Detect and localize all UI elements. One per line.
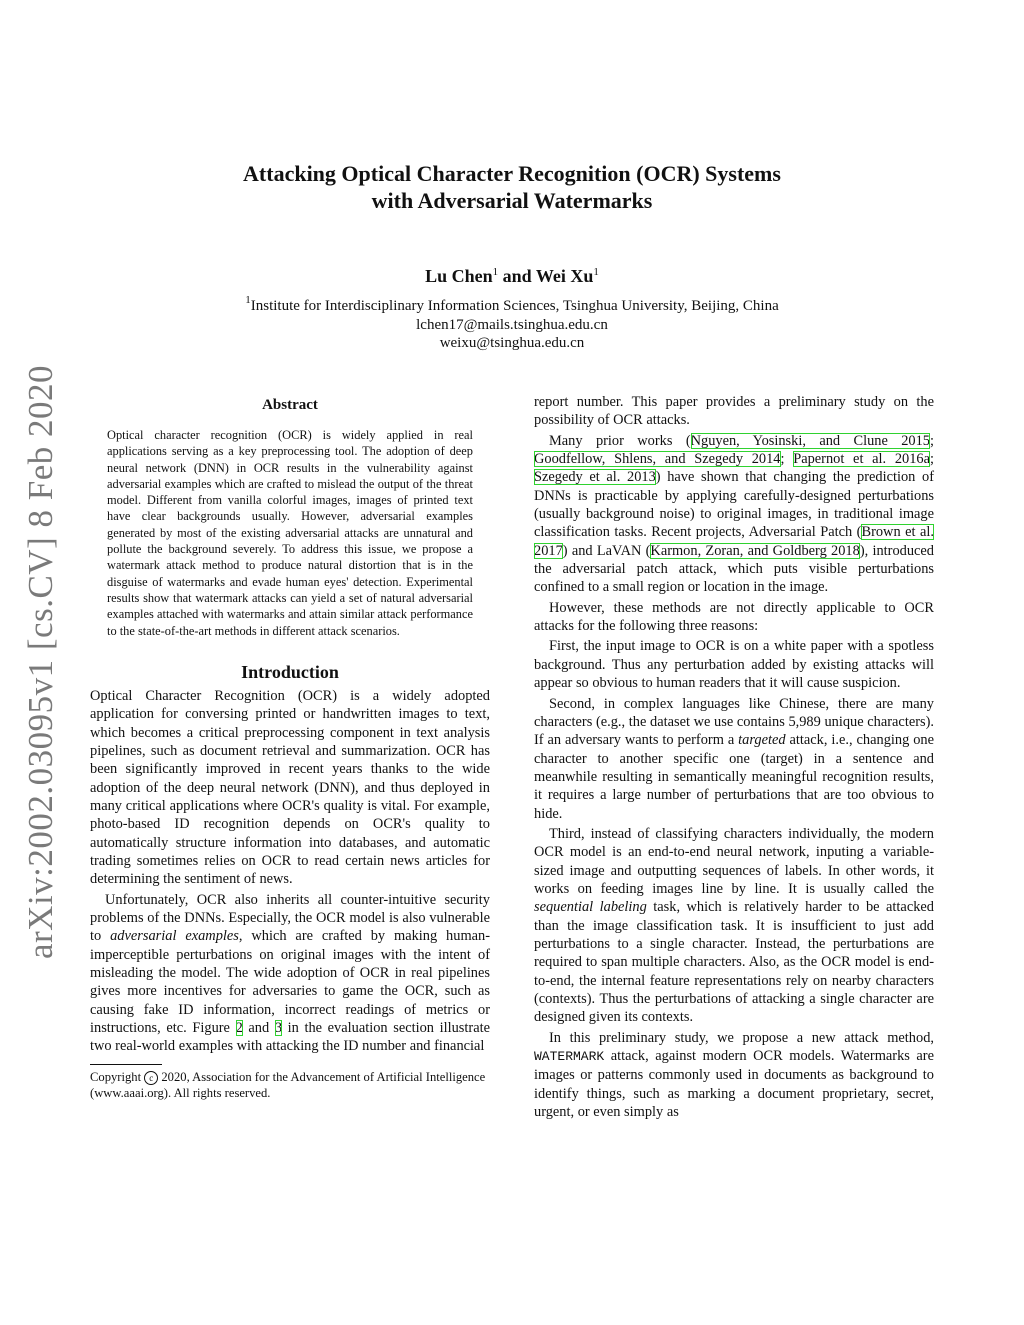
paper-header xyxy=(90,160,934,353)
title-line-2: with Adversarial Watermarks xyxy=(371,188,653,213)
text-run: task, which is relatively harder to be attacked than the image classification task. It is insufficient to just add perturbations to a single character. Instead, the perturbations are required to span multiple characters. Also, as the OCR model is end-to-end, the internal feature representations rely on nearby characters (contexts). Thus the perturbations of attacking a single character are designed given its contexts. xyxy=(534,899,934,1026)
arxiv-identifier-stamp xyxy=(20,364,62,959)
copyright-footnote xyxy=(90,1069,490,1101)
title-line-1: Attacking Optical Character Recognition (OCR) Systems xyxy=(243,161,781,186)
text-run: ; xyxy=(930,451,934,468)
text-run: Copyright xyxy=(90,1069,145,1084)
figure-reference-link[interactable]: 2 xyxy=(235,1020,243,1037)
figure-reference-link[interactable]: 3 xyxy=(274,1020,283,1037)
text-run: 2020, Association for the Advancement of Artificial Intelligence (www.aaai.org). All rights reserved. xyxy=(90,1069,486,1100)
citation-link[interactable]: Goodfellow, Shlens, and Szegedy 2014 xyxy=(534,451,781,468)
body-paragraph xyxy=(534,1029,934,1122)
author-list xyxy=(90,261,934,287)
author-name: Lu Chen xyxy=(425,266,493,286)
right-column xyxy=(534,393,934,1121)
text-run: in the evaluation section illustrate two real-world examples with attacking the ID number and financial xyxy=(90,1020,490,1055)
text-run: Second, in complex languages like Chinese, there are many characters (e.g., the dataset we use contains 5,989 unique characters). If an adversary wants to perform a xyxy=(534,695,934,749)
text-run: ) and LaVAN ( xyxy=(562,542,651,559)
body-paragraph xyxy=(534,432,934,597)
intro-paragraph: Optical Character Recognition (OCR) is a widely adopted application for conversing printed or handwritten images to text, which becomes a critical preprocessing component in text analysis pipelines, such as document retrieval and summarization. OCR has been significantly improved in recent years thanks to the wide adoption of the deep neural network (DNN), and thus deployed in many critical applications where OCR's quality is vital. For example, photo-based ID recognition depends on OCR's quality to automatically structure information into databases, and automatic trading sometimes relies on OCR to read certain news articles for determining the sentiment of news. xyxy=(90,687,490,888)
paper-title xyxy=(90,160,934,214)
text-run: and xyxy=(242,1020,275,1037)
body-paragraph: report number. This paper provides a preliminary study on the possibility of OCR attacks. xyxy=(534,394,934,429)
citation-link[interactable]: Papernot et al. 2016a xyxy=(793,451,930,468)
text-run: Third, instead of classifying characters individually, the modern OCR model is an end-to-end neural network, inputing a variable-sized image and outputting sequences of labels. In other words, it works on feeding images line by line. It is usually called the xyxy=(534,825,934,897)
citation-link[interactable]: Szegedy et al. 2013 xyxy=(534,469,656,486)
emphasis-text: targeted xyxy=(738,732,786,749)
text-run: ) have shown that changing the prediction of DNNs is practicable by applying carefully-designed perturbations (usually background noise) to original images, in traditional image classification tasks. Recent projects, Adversarial Patch ( xyxy=(534,469,934,541)
text-run: , which are crafted by making human-imperceptible perturbations on original images with the intent of misleading the model. The wide adoption of OCR in real pipelines gives more incentives for adversaries to game the OCR, such as causing fake ID information, incorrect readings of metrics or instructions, etc. Figure xyxy=(90,928,491,1037)
text-run: Unfortunately, OCR also inherits all counter-intuitive security problems of the DNNs. Especially, the OCR model is also vulnerable to xyxy=(90,891,490,945)
text-run: Many prior works ( xyxy=(549,432,691,449)
section-heading-introduction: Introduction xyxy=(241,661,339,682)
affiliation-line xyxy=(90,291,934,316)
affiliation-marker: 1 xyxy=(593,266,599,278)
text-run: ), introduced the adversarial patch attack, which puts visible perturbations confined to a small region or location in the image. xyxy=(534,542,934,596)
affiliation-block xyxy=(90,291,934,353)
body-paragraph xyxy=(534,695,934,823)
text-run: ; xyxy=(780,451,794,468)
copyright-icon: c xyxy=(144,1071,158,1085)
citation-link[interactable]: Nguyen, Yosinski, and Clune 2015 xyxy=(690,432,930,449)
body-paragraph xyxy=(534,825,934,1027)
abstract-body: Optical character recognition (OCR) is widely applied in real applications serving as a key preprocessing tool. The adoption of deep neural network (DNN) in OCR results in the vulnerability against adversarial examples which are crafted to mislead the output of the threat model. Different from vanilla colorful images, images of printed text have clear backgrounds usually. However, adversarial examples generated by most of the existing adversarial attacks are unnatural and pollute the background severely. To address this issue, we propose a watermark attack method to produce natural distortion that is in the disguise of watermarks and evade human eyes' detection. Experimental results show that watermark attacks can yield a set of natural adversarial examples attached with watermarks and attain similar attack performance to the state-of-the-art methods in different attack scenarios. xyxy=(107,428,473,638)
email-address: weixu@tsinghua.edu.cn xyxy=(439,335,585,351)
text-run: ; xyxy=(930,432,934,449)
abstract-heading: Abstract xyxy=(262,397,318,413)
emphasis-text: adversarial examples xyxy=(110,928,239,945)
affiliation-marker: 1 xyxy=(245,294,251,306)
citation-link[interactable]: Brown et al. 2017 xyxy=(534,524,934,559)
body-paragraph: However, these methods are not directly applicable to OCR attacks for the following three reasons: xyxy=(534,599,934,635)
author-conjunction: and xyxy=(498,266,536,286)
affiliation-text: Institute for Interdisciplinary Information Sciences, Tsinghua University, Beijing, China xyxy=(250,298,779,314)
text-run: In this preliminary study, we propose a new attack method, xyxy=(549,1029,934,1046)
intro-paragraph xyxy=(90,891,490,1056)
left-column xyxy=(90,393,490,1101)
footnote-divider xyxy=(90,1064,162,1065)
emphasis-text: sequential labeling xyxy=(534,899,647,916)
text-run: attack, against modern OCR models. Watermarks are images or patterns commonly used in documents as background to identify things, such as marking a document proprietary, secret, urgent, or even simply as xyxy=(534,1048,934,1121)
arxiv-identifier-text: arXiv:2002.03095v1 [cs.CV] 8 Feb 2020 xyxy=(21,364,61,959)
affiliation-marker: 1 xyxy=(492,266,499,278)
author-name: Wei Xu xyxy=(535,266,594,286)
text-run: attack, i.e., changing one character to another specific one (target) in a sentence and meanwhile resulting in semantically meaningful recognition results, it requires a large number of perturbations that are too obvious to hide. xyxy=(534,732,934,822)
method-name-monospace: WATERMARK xyxy=(534,1049,605,1065)
citation-link[interactable]: Karmon, Zoran, and Goldberg 2018 xyxy=(650,542,860,559)
email-address: lchen17@mails.tsinghua.edu.cn xyxy=(416,316,608,333)
body-paragraph: First, the input image to OCR is on a white paper with a spotless background. Thus any perturbation added by existing attacks will appear so obvious to human readers that it will cause suspicion. xyxy=(534,638,934,692)
